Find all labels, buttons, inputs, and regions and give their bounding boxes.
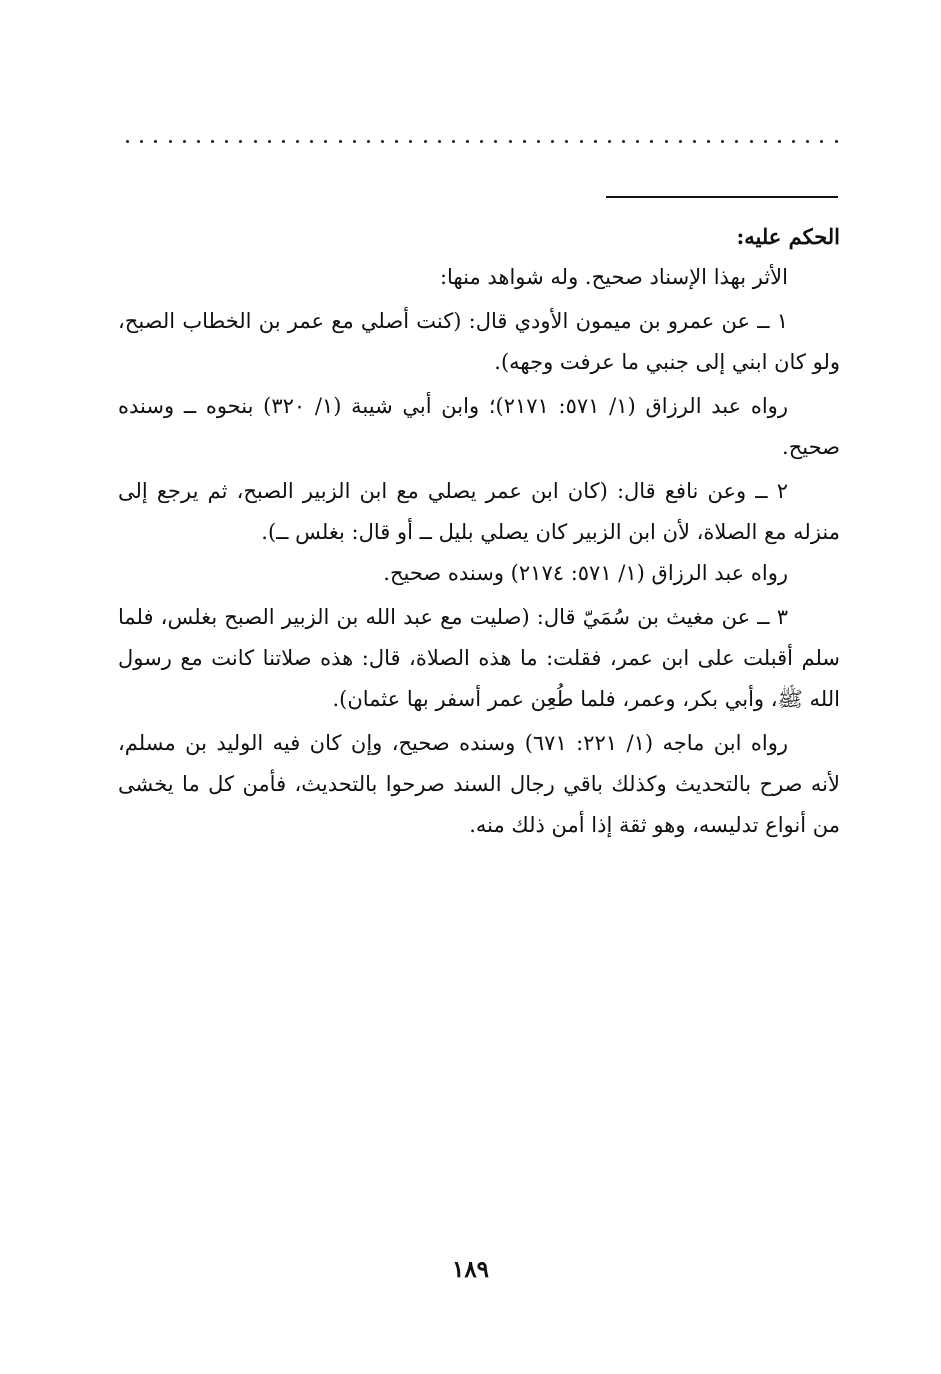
separator-dot (126, 140, 129, 143)
separator-dot (735, 140, 738, 143)
separator-dot (296, 140, 299, 143)
separator-dot (452, 140, 455, 143)
separator-dot (594, 140, 597, 143)
separator-dot (466, 140, 469, 143)
separator-dot (282, 140, 285, 143)
separator-dot (721, 140, 724, 143)
separator-dot (636, 140, 639, 143)
paragraph-citation-3: رواه ابن ماجه (١/ ٢٢١: ٦٧١) وسنده صحيح، وإن كان فيه الوليد بن مسلم، لأنه صرح بالتحديث وكذلك باقي رجال السند صرحوا بالتحديث، فأمن كل ما يخشى من أنواع تدليسه، وهو ثقة إذا أمن ذلك منه. (118, 731, 840, 837)
separator-dot (424, 140, 427, 143)
separator-dot (381, 140, 384, 143)
separator-dot (310, 140, 313, 143)
separator-dot (523, 140, 526, 143)
separator-dot (835, 140, 838, 143)
paragraph-citation-1: رواه عبد الرزاق (١/ ٥٧١: ٢١٧١)؛ وابن أبي شيبة (١/ ٣٢٠) بنحوه ــ وسنده صحيح. (118, 394, 840, 459)
separator-dot (254, 140, 257, 143)
separator-dot (707, 140, 710, 143)
separator-dot (622, 140, 625, 143)
separator-dot (268, 140, 271, 143)
footnote-rule (606, 196, 838, 198)
separator-dot (806, 140, 809, 143)
separator-dot (565, 140, 568, 143)
separator-dot (820, 140, 823, 143)
paragraph-evidence-1: ١ ــ عن عمرو بن ميمون الأودي قال: (كنت أصلي مع عمر بن الخطاب الصبح، ولو كان ابني إلى جنبي ما عرفت وجهه). (118, 309, 840, 374)
separator-dot (750, 140, 753, 143)
separator-dot (650, 140, 653, 143)
separator-dot (480, 140, 483, 143)
separator-dot (679, 140, 682, 143)
page-number: ١٨٩ (451, 1256, 490, 1283)
separator-dot (324, 140, 327, 143)
separator-dot (778, 140, 781, 143)
separator-dot (551, 140, 554, 143)
separator-dot (211, 140, 214, 143)
section-heading: الحكم عليه: (736, 224, 840, 249)
separator-dot (693, 140, 696, 143)
separator-dot (367, 140, 370, 143)
page-body (118, 216, 840, 846)
separator-dot (764, 140, 767, 143)
paragraph-intro: الأثر بهذا الإسناد صحيح. وله شواهد منها: (439, 265, 788, 289)
separator-dot (537, 140, 540, 143)
separator-dot (154, 140, 157, 143)
separator-dot (438, 140, 441, 143)
paragraph-citation-2: رواه عبد الرزاق (١/ ٥٧١: ٢١٧٤) وسنده صحيح. (383, 561, 788, 585)
separator-dot (353, 140, 356, 143)
separator-dot (339, 140, 342, 143)
separator-dot (169, 140, 172, 143)
separator-dot (494, 140, 497, 143)
separator-dot (395, 140, 398, 143)
separator-dot (140, 140, 143, 143)
separator-dot (792, 140, 795, 143)
separator-dot (409, 140, 412, 143)
separator-dot (509, 140, 512, 143)
separator-dot (197, 140, 200, 143)
separator-dot (225, 140, 228, 143)
separator-dot (183, 140, 186, 143)
separator-dot (665, 140, 668, 143)
dotted-separator (126, 140, 838, 154)
separator-dot (608, 140, 611, 143)
separator-dot (580, 140, 583, 143)
paragraph-evidence-3: ٣ ــ عن مغيث بن سُمَيّ قال: (صليت مع عبد الله بن الزبير الصبح بغلس، فلما سلم أقبلت على ابن عمر، فقلت: ما هذه الصلاة، قال: هذه صلاتنا كانت مع رسول الله ﷺ، وأبي بكر، وعمر، فلما طُعِن عمر أسفر بها عثمان). (118, 605, 840, 711)
paragraph-evidence-2: ٢ ــ وعن نافع قال: (كان ابن عمر يصلي مع ابن الزبير الصبح، ثم يرجع إلى منزله مع الصلاة، لأن ابن الزبير كان يصلي بليل ــ أو قال: بغلس ــ). (118, 479, 840, 544)
separator-dot (239, 140, 242, 143)
